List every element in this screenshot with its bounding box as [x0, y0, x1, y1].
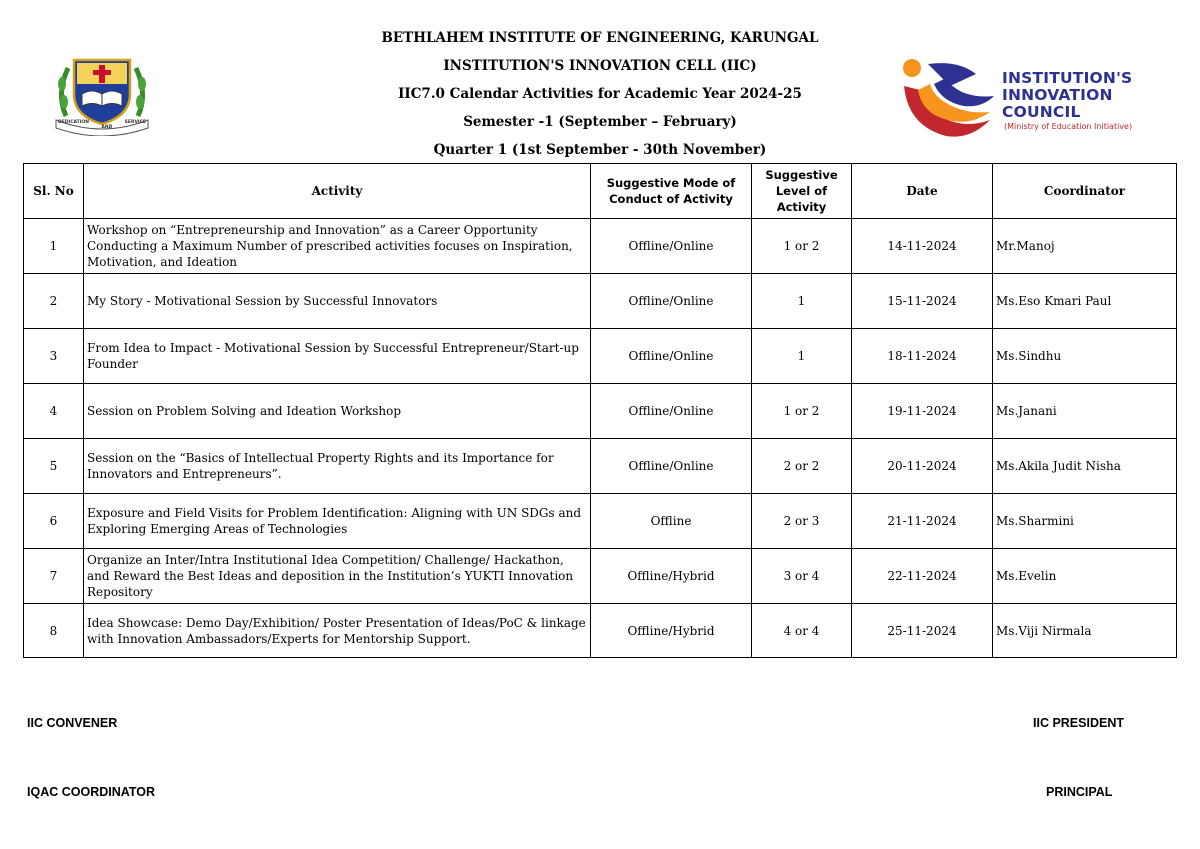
- cell-date: 20-11-2024: [852, 439, 993, 494]
- cell-activity: Idea Showcase: Demo Day/Exhibition/ Poster Presentation of Ideas/PoC & linkage with Innovation Ambassadors/Experts for Mentorship Support.: [84, 604, 591, 658]
- cell-activity: From Idea to Impact - Motivational Session by Successful Entrepreneur/Start-up Founder: [84, 329, 591, 384]
- cell-mode: Offline/Online: [591, 219, 752, 274]
- college-crest-icon: [52, 54, 152, 136]
- header-level: Suggestive Level of Activity: [752, 164, 852, 219]
- table-row: [24, 549, 1177, 604]
- table-row: [24, 219, 1177, 274]
- cell-slno: 6: [24, 494, 84, 549]
- cell-activity: Exposure and Field Visits for Problem Identification: Aligning with UN SDGs and Exploring Emerging Areas of Technologies: [84, 494, 591, 549]
- crest-motto: [58, 120, 146, 130]
- cell-mode: Offline/Online: [591, 329, 752, 384]
- signature-convener: IIC CONVENER: [27, 716, 118, 730]
- cell-coordinator: Ms.Janani: [993, 384, 1177, 439]
- header-slno: Sl. No: [24, 164, 84, 219]
- cell-slno: 2: [24, 274, 84, 329]
- header-date: Date: [852, 164, 993, 219]
- cell-level: 2 or 2: [752, 439, 852, 494]
- header-coordinator: Coordinator: [993, 164, 1177, 219]
- cell-mode: Offline: [591, 494, 752, 549]
- iic-line3: COUNCIL: [1002, 103, 1081, 121]
- cell-level: 1: [752, 274, 852, 329]
- institute-name: BETHLAHEM INSTITUTE OF ENGINEERING, KARUNGAL: [381, 30, 819, 46]
- cell-mode: Offline/Hybrid: [591, 549, 752, 604]
- cell-activity: Workshop on “Entrepreneurship and Innovation” as a Career Opportunity Conducting a Maximum Number of prescribed activities focuses on Inspiration, Motivation, and Ideation: [84, 219, 591, 274]
- cell-coordinator: Mr.Manoj: [993, 219, 1177, 274]
- cell-activity: Session on Problem Solving and Ideation Workshop: [84, 384, 591, 439]
- cell-coordinator: Ms.Eso Kmari Paul: [993, 274, 1177, 329]
- cell-date: 18-11-2024: [852, 329, 993, 384]
- cell-slno: 3: [24, 329, 84, 384]
- cell-date: 22-11-2024: [852, 549, 993, 604]
- motto-mid: AND: [101, 125, 113, 130]
- table-row: [24, 274, 1177, 329]
- semester-title: Semester -1 (September – February): [463, 114, 737, 130]
- signature-principal: PRINCIPAL: [1046, 785, 1113, 799]
- cell-level: 1 or 2: [752, 384, 852, 439]
- cell-coordinator: Ms.Sharmini: [993, 494, 1177, 549]
- activities-table: [23, 163, 1177, 658]
- table-row: [24, 604, 1177, 658]
- motto-right: SERVICE: [124, 120, 146, 125]
- cell-date: 21-11-2024: [852, 494, 993, 549]
- iic-logo-icon: [898, 56, 1000, 142]
- cell-date: 14-11-2024: [852, 219, 993, 274]
- cell-slno: 5: [24, 439, 84, 494]
- cell-slno: 4: [24, 384, 84, 439]
- cell-date: 19-11-2024: [852, 384, 993, 439]
- cell-level: 4 or 4: [752, 604, 852, 658]
- cell-level: 1 or 2: [752, 219, 852, 274]
- calendar-title: IIC7.0 Calendar Activities for Academic Year 2024-25: [398, 86, 802, 102]
- cell-activity: My Story - Motivational Session by Successful Innovators: [84, 274, 591, 329]
- table-header-row: [24, 164, 1177, 219]
- cell-slno: 1: [24, 219, 84, 274]
- cell-level: 2 or 3: [752, 494, 852, 549]
- iic-tagline: (Ministry of Education Initiative): [1004, 122, 1133, 131]
- signature-iqac: IQAC COORDINATOR: [27, 785, 156, 799]
- table-row: [24, 384, 1177, 439]
- signature-president: IIC PRESIDENT: [1033, 716, 1124, 730]
- cell-level: 3 or 4: [752, 549, 852, 604]
- cell-date: 15-11-2024: [852, 274, 993, 329]
- cell-activity: Organize an Inter/Intra Institutional Idea Competition/ Challenge/ Hackathon, and Reward the Best Ideas and deposition in the Institution’s YUKTI Innovation Repository: [84, 549, 591, 604]
- motto-left: DEDICATION: [58, 120, 89, 125]
- cell-level: 1: [752, 329, 852, 384]
- cell-coordinator: Ms.Evelin: [993, 549, 1177, 604]
- iic-logo: [898, 56, 1168, 142]
- cell-mode: Offline/Online: [591, 439, 752, 494]
- header-activity: Activity: [84, 164, 591, 219]
- cell-coordinator: Ms.Sindhu: [993, 329, 1177, 384]
- cell-coordinator: Ms.Viji Nirmala: [993, 604, 1177, 658]
- cell-mode: Offline/Online: [591, 274, 752, 329]
- table-row: [24, 329, 1177, 384]
- header-mode: Suggestive Mode of Conduct of Activity: [591, 164, 752, 219]
- table-row: [24, 494, 1177, 549]
- quarter-title: Quarter 1 (1st September - 30th November): [433, 142, 767, 158]
- iic-wordmark: [1002, 70, 1132, 121]
- cell-slno: 8: [24, 604, 84, 658]
- iic-line2: INNOVATION: [1002, 86, 1113, 104]
- cell-activity: Session on the “Basics of Intellectual Property Rights and its Importance for Innovators and Entrepreneurs”.: [84, 439, 591, 494]
- table-row: [24, 439, 1177, 494]
- cell-date: 25-11-2024: [852, 604, 993, 658]
- cell-coordinator: Ms.Akila Judit Nisha: [993, 439, 1177, 494]
- cell-mode: Offline/Online: [591, 384, 752, 439]
- cell-slno: 7: [24, 549, 84, 604]
- cell-name: INSTITUTION'S INNOVATION CELL (IIC): [443, 58, 757, 74]
- cell-mode: Offline/Hybrid: [591, 604, 752, 658]
- iic-line1: INSTITUTION'S: [1002, 69, 1133, 87]
